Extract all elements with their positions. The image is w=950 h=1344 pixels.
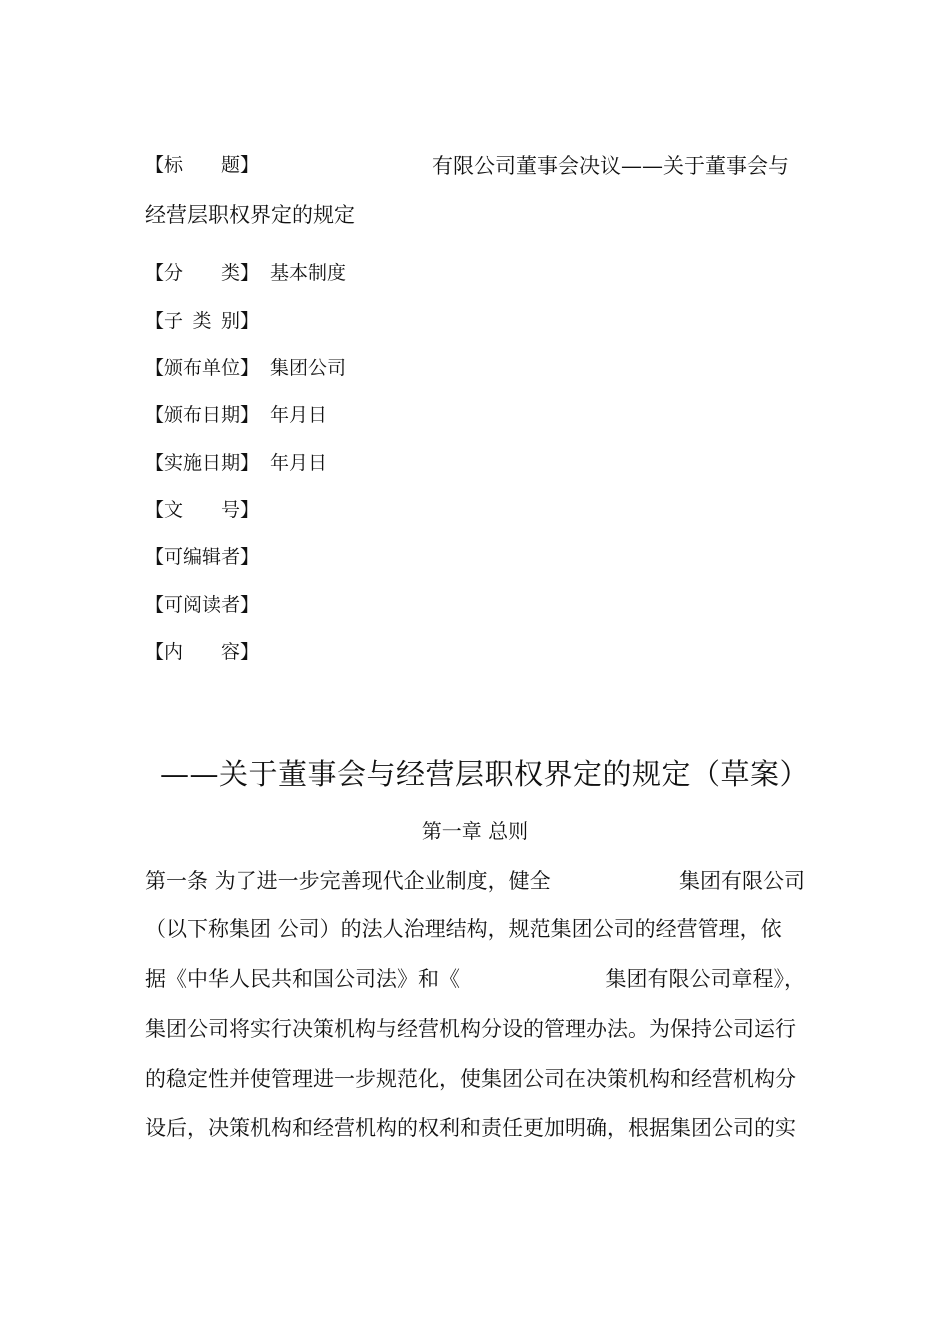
field-label: 内 容 (164, 641, 241, 663)
field-label: 颁 布 日 期 (164, 404, 241, 426)
field-category: 【 分 类 】 (145, 262, 260, 284)
document-heading: ——关于董事会与经营层职权界定的规定（草案） (160, 757, 810, 791)
field-category-value: 基本制度 (270, 262, 347, 284)
bracket-close: 】 (240, 154, 260, 176)
chapter-title: 第一章 总则 (421, 819, 529, 843)
paragraph-line: 的稳定性并使管理进一步规范化，使集团公司在决策机构和经营机构分 (145, 1067, 796, 1091)
field-editors: 【 可 编 辑 者 】 (145, 546, 260, 568)
title-value-line1: 有限公司董事会决议——关于董事会与 (432, 154, 789, 178)
paragraph-line: （以下称集团 公司）的法人治理结构，规范集团公司的经营管理，依 (145, 917, 782, 941)
field-readers: 【 可 阅 读 者 】 (145, 594, 260, 616)
field-issuer-value: 集团公司 (270, 357, 347, 379)
field-label: 标 题 (164, 154, 241, 176)
field-issue-date: 【 颁 布 日 期 】 (145, 404, 260, 426)
field-effective-date: 【 实 施 日 期 】 (145, 452, 260, 474)
field-label: 子 类 别 (164, 310, 240, 332)
field-issuer: 【 颁 布 单 位 】 (145, 357, 260, 379)
bracket-open: 【 (145, 154, 165, 176)
field-title (145, 153, 259, 177)
paragraph-line: 第一条 为了进一步完善现代企业制度，健全 集团有限公司 (145, 869, 805, 893)
field-label: 文 号 (164, 499, 241, 521)
field-doc-number: 【 文 号 】 (145, 499, 260, 521)
field-issue-date-value: 年月日 (270, 404, 328, 426)
paragraph-line: 设后，决策机构和经营机构的权利和责任更加明确，根据集团公司的实 (145, 1116, 796, 1140)
paragraph-line: 集团公司将实行决策机构与经营机构分设的管理办法。为保持公司运行 (145, 1017, 796, 1041)
field-label: 可 编 辑 者 (164, 546, 241, 568)
field-label: 实 施 日 期 (164, 452, 241, 474)
title-value-line2: 经营层职权界定的规定 (145, 203, 355, 227)
field-label: 分 类 (164, 262, 241, 284)
field-subcategory: 【 子 类 别 】 (145, 310, 260, 332)
paragraph-line: 据《中华人民共和国公司法》和《 集团有限公司章程》， (145, 967, 805, 991)
field-label: 颁 布 单 位 (164, 357, 241, 379)
field-effective-date-value: 年月日 (270, 452, 328, 474)
field-label: 可 阅 读 者 (164, 594, 241, 616)
field-content: 【 内 容 】 (145, 641, 260, 663)
